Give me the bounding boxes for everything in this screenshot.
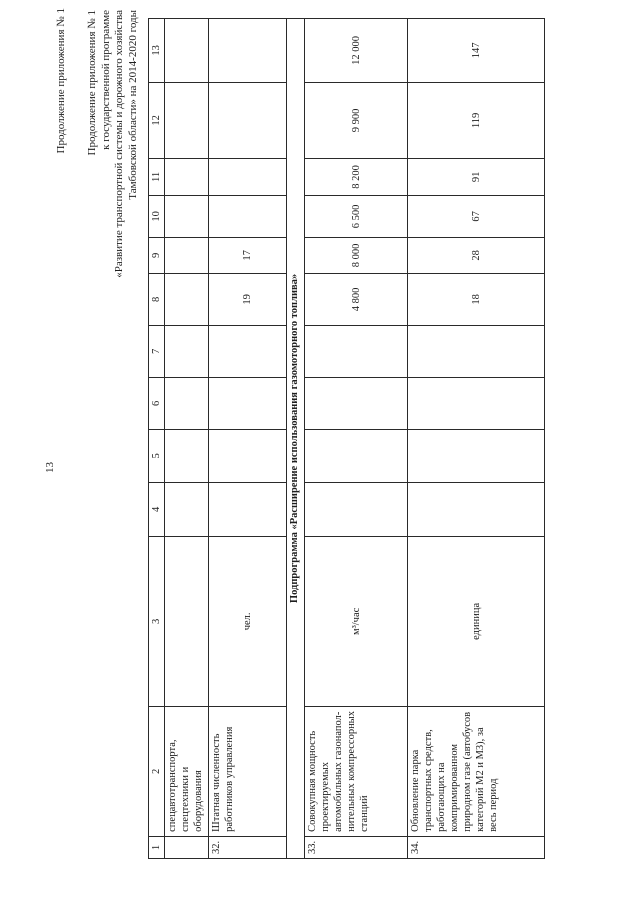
header-line-3: к государственной программе (99, 10, 112, 150)
col-number: 3 (149, 536, 165, 706)
value-cell: 8 200 (305, 158, 408, 195)
col-number: 4 (149, 482, 165, 536)
page-number: 13 (44, 462, 56, 473)
value-cell: 91 (408, 158, 545, 195)
value-cell: 147 (408, 18, 545, 82)
value-cell: 119 (408, 82, 545, 158)
column-number-row (149, 18, 165, 858)
value-cell: 9 900 (305, 82, 408, 158)
value-cell: 28 (408, 237, 545, 273)
appendix-continuation-label: Продолжение приложения № 1 (55, 8, 67, 154)
table-row (209, 18, 287, 858)
indicator-name-cell: Совокупная мощность проектируемых автомобильных газонапол-нительных компрессорных станций (305, 706, 408, 836)
col-number: 13 (149, 18, 165, 82)
col-number: 12 (149, 82, 165, 158)
row-number-cell (165, 836, 209, 858)
subprogram-title: Подпрограмма «Расширение использования газомоторного топлива» (287, 18, 305, 858)
indicator-name-cell: Штатная численность работников управления (209, 706, 287, 836)
value-cell: 19 (209, 273, 287, 325)
table-row (305, 18, 408, 858)
col-number: 11 (149, 158, 165, 195)
value-cell: 8 000 (305, 237, 408, 273)
col-number: 2 (149, 706, 165, 836)
col-number: 8 (149, 273, 165, 325)
col-number: 5 (149, 429, 165, 482)
table-row (408, 18, 545, 858)
value-cell: 67 (408, 195, 545, 237)
value-cell: 6 500 (305, 195, 408, 237)
subprogram-row (287, 18, 305, 858)
col-number: 9 (149, 237, 165, 273)
unit-cell: м³/час (305, 536, 408, 706)
header-line-2: Продолжение приложения № 1 (86, 10, 98, 156)
unit-cell: чел. (209, 536, 287, 706)
value-cell: 12 000 (305, 18, 408, 82)
value-cell: 17 (209, 237, 287, 273)
program-header (86, 10, 140, 278)
indicator-name-cell: Обновление парка транспортных средств, работающих на компримированном природном газе (автобусов категорий М2 и М3), за весь период (408, 706, 545, 836)
value-cell: 18 (408, 273, 545, 325)
row-number-cell: 34. (408, 836, 545, 858)
col-number: 10 (149, 195, 165, 237)
col-number: 7 (149, 325, 165, 377)
value-cell: 4 800 (305, 273, 408, 325)
col-number: 6 (149, 377, 165, 429)
row-number-cell: 33. (305, 836, 408, 858)
header-line-5: Тамбовской области» на 2014-2020 годы (126, 10, 139, 200)
col-number: 1 (149, 836, 165, 858)
row-number-cell: 32. (209, 836, 287, 858)
unit-cell: единица (408, 536, 545, 706)
indicator-name-cell: спецавтотранспорта, спецтехники и оборудования (165, 706, 209, 836)
indicators-table (148, 18, 545, 859)
header-line-4: «Развитие транспортной системы и дорожного хозяйства (113, 10, 125, 278)
table-row (165, 18, 209, 858)
